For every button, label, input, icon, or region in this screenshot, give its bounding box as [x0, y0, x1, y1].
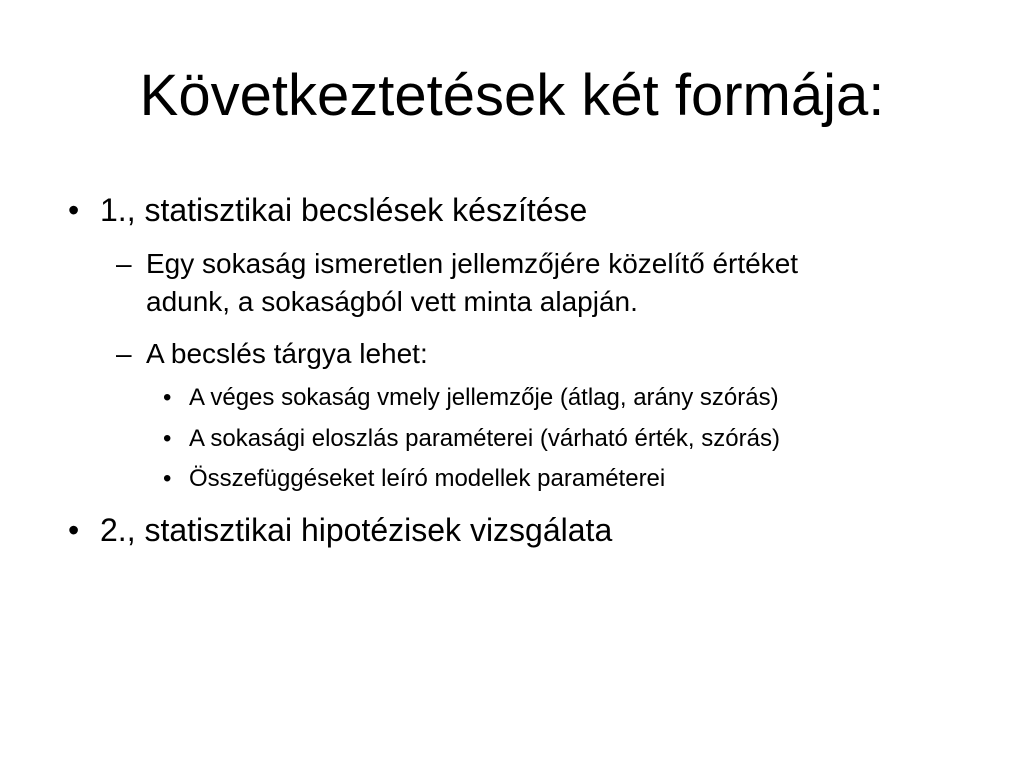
subsubitem-1-text: A véges sokaság vmely jellemzője (átlag, arány szórás) [189, 384, 779, 411]
subsubitem-2-text: A sokasági eloszlás paraméterei (várható érték, szórás) [189, 425, 780, 452]
bullet-marker-level1: • [68, 512, 80, 548]
subitem-2-line-1: A becslés tárgya lehet: [146, 338, 428, 369]
dash-marker-level2: – [116, 338, 132, 369]
subitem-1-line-2: adunk, a sokaságból vett minta alapján. [146, 286, 638, 317]
subsubitem-3-text: Összefüggéseket leíró modellek paraméterei [189, 465, 666, 492]
slide-title: Következtetések két formája: [139, 63, 885, 128]
bullet-marker-level3: • [163, 425, 172, 452]
bullet-marker-level1: • [68, 192, 80, 228]
subitem-1-line-1: Egy sokaság ismeretlen jellemzőjére közelítő értéket [146, 248, 799, 279]
bullet-item-2-text: 2., statisztikai hipotézisek vizsgálata [100, 512, 613, 548]
bullet-marker-level3: • [163, 465, 172, 492]
bullet-item-1-text: 1., statisztikai becslések készítése [100, 192, 588, 228]
dash-marker-level2: – [116, 248, 132, 279]
bullet-marker-level3: • [163, 384, 172, 411]
